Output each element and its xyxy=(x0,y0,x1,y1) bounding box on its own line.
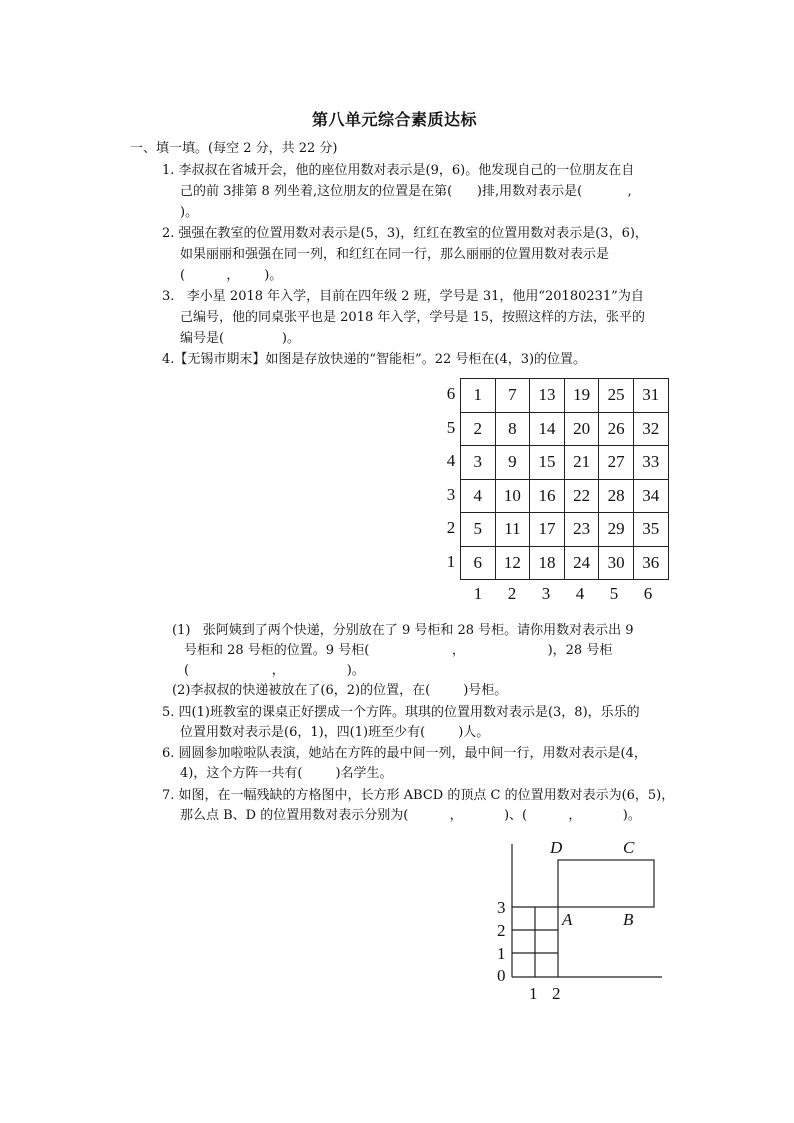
q2-line-2: 如果丽丽和强强在同一列，和红红在同一行，那么丽丽的位置用数对表示是 xyxy=(180,247,610,262)
cabinet-cell: 14 xyxy=(530,412,565,446)
smart-cabinet-grid xyxy=(460,378,669,580)
cabinet-cell: 19 xyxy=(564,379,599,413)
page-title: 第八单元综合素质达标 xyxy=(312,110,478,129)
cabinet-cell: 1 xyxy=(461,379,496,413)
cabinet-col-label: 1 xyxy=(473,584,483,603)
y-tick-label: 2 xyxy=(497,921,506,940)
cabinet-cell: 27 xyxy=(599,446,634,480)
cabinet-row-label: 5 xyxy=(446,418,456,437)
cabinet-row xyxy=(461,479,669,513)
q3-line-2: 己编号，他的同桌张平也是 2018 年入学，学号是 15，按照这样的方法，张平的 xyxy=(180,310,646,325)
cabinet-cell: 30 xyxy=(599,546,634,580)
cabinet-cell: 31 xyxy=(633,379,668,413)
q3-line-1: 3. 李小星 2018 年入学，目前在四年级 2 班，学号是 31，他用“20180231”为自 xyxy=(162,289,644,304)
cabinet-cell: 29 xyxy=(599,513,634,547)
cabinet-cell: 5 xyxy=(461,513,496,547)
cabinet-row-label: 3 xyxy=(446,485,456,504)
cabinet-cell: 26 xyxy=(599,412,634,446)
q4-sub1-line-3: ( ， )。 xyxy=(184,663,365,678)
section-heading: 一、填一填。(每空 2 分，共 22 分) xyxy=(130,141,338,156)
cabinet-cell: 36 xyxy=(633,546,668,580)
q1-line-2: 己的前 3排第 8 列坐着,这位朋友的位置是在第( )排,用数对表示是( , xyxy=(180,184,632,199)
q4-sub1-line-2: 号柜和 28 号柜的位置。9 号柜( ， )，28 号柜 xyxy=(184,643,613,658)
point-label-c: C xyxy=(623,838,635,857)
cabinet-row-label: 6 xyxy=(446,384,456,403)
cabinet-col-label: 2 xyxy=(507,584,517,603)
point-label-d: D xyxy=(550,838,563,857)
q4-sub1-line-1: (1) 张阿姨到了两个快递，分别放在了 9 号柜和 28 号柜。请你用数对表示出 9 xyxy=(172,623,634,638)
q3-line-3: 编号是( )。 xyxy=(180,331,300,346)
x-tick-label: 2 xyxy=(552,984,561,1003)
q7-line-2: 那么点 B、D 的位置用数对表示分别为( ， )、( ， )。 xyxy=(180,808,641,823)
cabinet-cell: 33 xyxy=(633,446,668,480)
q5-line-2: 位置用数对表示是(6，1)，四(1)班至少有( )人。 xyxy=(180,725,490,740)
cabinet-col-label: 4 xyxy=(575,584,585,603)
q4-sub2: (2)李叔叔的快递被放在了(6，2)的位置，在( )号柜。 xyxy=(172,683,508,698)
cabinet-cell: 11 xyxy=(495,513,530,547)
x-tick-label: 1 xyxy=(529,984,538,1003)
cabinet-row-label: 2 xyxy=(446,518,456,537)
cabinet-cell: 22 xyxy=(564,479,599,513)
cabinet-cell: 17 xyxy=(530,513,565,547)
cabinet-cell: 10 xyxy=(495,479,530,513)
q1-line-3: )。 xyxy=(180,205,199,220)
cabinet-cell: 4 xyxy=(461,479,496,513)
q5-line-1: 5. 四(1)班教室的课桌正好摆成一个方阵。琪琪的位置用数对表示是(3，8)，乐乐的 xyxy=(162,705,640,720)
cabinet-row-label: 1 xyxy=(446,552,456,571)
cabinet-cell: 8 xyxy=(495,412,530,446)
cabinet-cell: 6 xyxy=(461,546,496,580)
cabinet-cell: 12 xyxy=(495,546,530,580)
q4-intro: 4.【无锡市期末】如图是存放快递的“智能柜”。22 号柜在(4，3)的位置。 xyxy=(162,352,587,367)
cabinet-cell: 18 xyxy=(530,546,565,580)
cabinet-row xyxy=(461,446,669,480)
cabinet-row xyxy=(461,546,669,580)
y-tick-label: 3 xyxy=(497,898,506,917)
cabinet-cell: 24 xyxy=(564,546,599,580)
cabinet-col-label: 3 xyxy=(541,584,551,603)
q7-line-1: 7. 如图，在一幅残缺的方格图中，长方形 ABCD 的顶点 C 的位置用数对表示为(6，5)， xyxy=(162,788,675,803)
point-label-a: A xyxy=(562,910,573,929)
q2-line-3: ( ， )。 xyxy=(180,268,283,283)
y-tick-label: 0 xyxy=(497,966,506,985)
cabinet-cell: 25 xyxy=(599,379,634,413)
cabinet-cell: 3 xyxy=(461,446,496,480)
rectangle-abcd xyxy=(558,860,654,907)
q2-line-1: 2. 强强在教室的位置用数对表示是(5，3)，红红在教室的位置用数对表示是(3，6)， xyxy=(162,226,648,241)
y-tick-label: 1 xyxy=(497,944,506,963)
cabinet-cell: 2 xyxy=(461,412,496,446)
cabinet-cell: 16 xyxy=(530,479,565,513)
cabinet-cell: 7 xyxy=(495,379,530,413)
cabinet-cell: 15 xyxy=(530,446,565,480)
q6-line-1: 6. 圆圆参加啦啦队表演，她站在方阵的最中间一列，最中间一行，用数对表示是(4， xyxy=(162,746,647,761)
cabinet-cell: 21 xyxy=(564,446,599,480)
cabinet-col-label: 6 xyxy=(643,584,653,603)
cabinet-row xyxy=(461,379,669,413)
cabinet-cell: 34 xyxy=(633,479,668,513)
broken-grid-diagram xyxy=(500,840,670,990)
cabinet-row xyxy=(461,412,669,446)
cabinet-row-label: 4 xyxy=(446,451,456,470)
q1-line-1: 1. 李叔叔在省城开会，他的座位用数对表示是(9，6)。他发现自己的一位朋友在自 xyxy=(162,163,635,178)
point-label-b: B xyxy=(623,910,634,929)
cabinet-cell: 23 xyxy=(564,513,599,547)
cabinet-cell: 20 xyxy=(564,412,599,446)
cabinet-cell: 32 xyxy=(633,412,668,446)
cabinet-cell: 35 xyxy=(633,513,668,547)
cabinet-cell: 9 xyxy=(495,446,530,480)
q6-line-2: 4)，这个方阵一共有( )名学生。 xyxy=(180,766,393,781)
cabinet-cell: 28 xyxy=(599,479,634,513)
cabinet-row xyxy=(461,513,669,547)
cabinet-cell: 13 xyxy=(530,379,565,413)
cabinet-col-label: 5 xyxy=(609,584,619,603)
